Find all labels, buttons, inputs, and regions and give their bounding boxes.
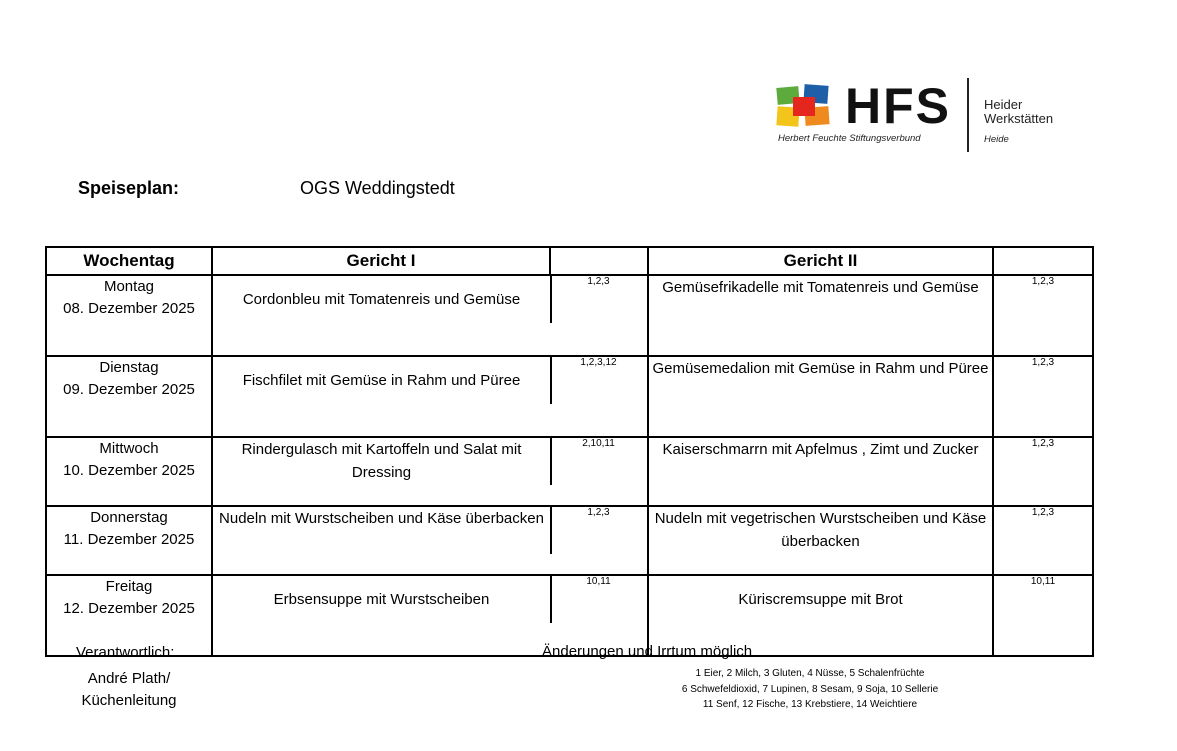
dish2-cell: Nudeln mit vegetrischen Wurstscheiben und Käse überbacken bbox=[648, 506, 993, 575]
allergen-legend bbox=[640, 666, 980, 713]
table-header-row bbox=[46, 247, 1093, 275]
column-header-day: Wochentag bbox=[46, 247, 212, 275]
dish2-codes: 10,11 bbox=[993, 575, 1093, 656]
responsible-label: Verantwortlich: bbox=[76, 644, 175, 661]
logo-name-line2: Werkstätten bbox=[984, 111, 1054, 126]
dish1-codes: 1,2,3 bbox=[550, 275, 648, 356]
table-row bbox=[46, 437, 1093, 506]
menu-title-label: Speiseplan: bbox=[78, 178, 180, 198]
logo-name-line1: Heider bbox=[984, 97, 1023, 112]
dish1-codes: 1,2,3,12 bbox=[550, 356, 648, 437]
dish1-codes: 1,2,3 bbox=[550, 506, 648, 575]
day-date: 09. Dezember 2025 bbox=[63, 381, 195, 398]
logo-city: Heide bbox=[984, 134, 1009, 145]
column-header-dish1-codes bbox=[550, 247, 648, 275]
logo-name bbox=[984, 98, 1053, 126]
dish2-cell: Gemüsemedalion mit Gemüse in Rahm und Püree bbox=[648, 356, 993, 437]
dish2-codes: 1,2,3 bbox=[993, 506, 1093, 575]
day-date: 10. Dezember 2025 bbox=[63, 462, 195, 479]
day-name: Donnerstag bbox=[90, 509, 168, 526]
dish2-codes: 1,2,3 bbox=[993, 437, 1093, 506]
day-date: 11. Dezember 2025 bbox=[63, 531, 195, 548]
dish1-text: Cordonbleu mit Tomatenreis und Gemüse bbox=[242, 291, 521, 308]
table-row bbox=[46, 356, 1093, 437]
day-name: Mittwoch bbox=[99, 440, 159, 457]
column-header-dish2: Gericht II bbox=[648, 247, 993, 275]
dish2-cell: Gemüsefrikadelle mit Tomatenreis und Gemüse bbox=[648, 275, 993, 356]
day-cell bbox=[46, 356, 212, 437]
dish2-cell: Küriscremsuppe mit Brot bbox=[648, 575, 993, 656]
dish1-cell bbox=[212, 275, 550, 356]
logo-subtitle: Herbert Feuchte Stiftungsverbund bbox=[778, 133, 921, 144]
dish1-text: Erbsensuppe mit Wurstscheiben bbox=[273, 591, 490, 608]
dish1-codes: 2,10,11 bbox=[550, 437, 648, 506]
column-header-dish1: Gericht I bbox=[212, 247, 550, 275]
dish1-text: Nudeln mit Wurstscheiben und Käse überbacken bbox=[219, 510, 544, 527]
table-row bbox=[46, 506, 1093, 575]
logo-squares-icon bbox=[777, 85, 831, 127]
responsible-person bbox=[79, 668, 179, 712]
responsible-role: Küchenleitung bbox=[81, 692, 177, 709]
allergen-line: 11 Senf, 12 Fische, 13 Krebstiere, 14 Weichtiere bbox=[702, 699, 918, 710]
hfs-logo bbox=[777, 78, 1077, 156]
column-header-dish2-codes bbox=[993, 247, 1093, 275]
day-name: Montag bbox=[103, 278, 155, 295]
dish2-codes: 1,2,3 bbox=[993, 356, 1093, 437]
dish1-text: Rindergulasch mit Kartoffeln und Salat mit Dressing bbox=[241, 441, 522, 481]
dish1-cell bbox=[212, 506, 550, 575]
day-cell bbox=[46, 437, 212, 506]
day-date: 08. Dezember 2025 bbox=[63, 300, 195, 317]
day-name: Dienstag bbox=[99, 359, 159, 376]
logo-brand: HFS bbox=[845, 78, 951, 134]
allergen-line: 6 Schwefeldioxid, 7 Lupinen, 8 Sesam, 9 Soja, 10 Sellerie bbox=[681, 683, 939, 695]
dish1-cell bbox=[212, 356, 550, 437]
logo-divider bbox=[967, 78, 969, 152]
dish2-codes: 1,2,3 bbox=[993, 275, 1093, 356]
day-cell bbox=[46, 506, 212, 575]
menu-table bbox=[45, 246, 1094, 657]
dish1-text: Fischfilet mit Gemüse in Rahm und Püree bbox=[242, 372, 521, 389]
day-name: Freitag bbox=[105, 578, 153, 595]
day-date: 12. Dezember 2025 bbox=[63, 600, 195, 617]
responsible-name: André Plath/ bbox=[87, 670, 171, 687]
menu-location: OGS Weddingstedt bbox=[300, 178, 455, 198]
day-cell bbox=[46, 275, 212, 356]
dish1-cell bbox=[212, 437, 550, 506]
changes-note: Änderungen und Irrtum möglich bbox=[542, 643, 753, 660]
allergen-line: 1 Eier, 2 Milch, 3 Gluten, 4 Nüsse, 5 Schalenfrüchte bbox=[695, 668, 925, 679]
dish2-cell: Kaiserschmarrn mit Apfelmus , Zimt und Zucker bbox=[648, 437, 993, 506]
table-row bbox=[46, 275, 1093, 356]
dish1-codes: 10,11 bbox=[550, 575, 648, 656]
dish1-cell bbox=[212, 575, 550, 656]
